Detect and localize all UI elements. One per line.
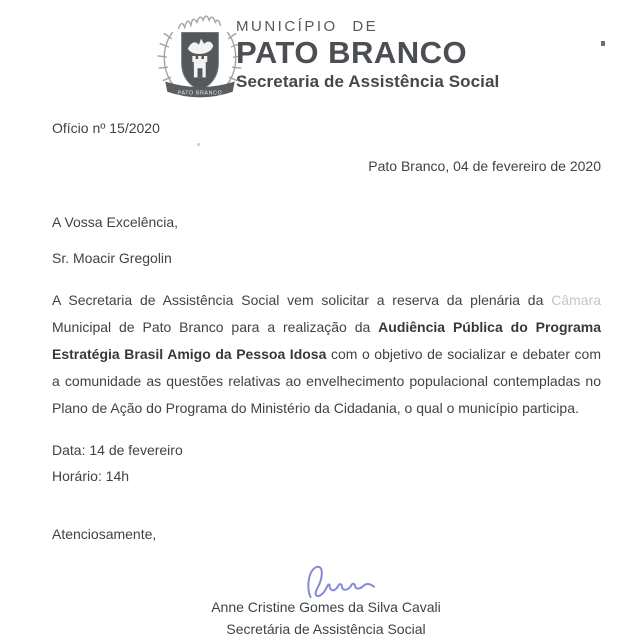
department-name: Secretaria de Assistência Social xyxy=(236,72,500,91)
closing-salutation: Atenciosamente, xyxy=(52,526,157,542)
scan-speck xyxy=(601,41,605,46)
signature-block xyxy=(42,596,610,640)
body-run-1: A Secretaria de Assistência Social vem solicitar a reserva da plenária da xyxy=(52,292,552,308)
event-time: Horário: 14h xyxy=(52,468,130,484)
signer-name: Anne Cristine Gomes da Silva Cavali xyxy=(211,599,441,615)
event-date: Data: 14 de fevereiro xyxy=(52,442,183,458)
scan-speck xyxy=(197,143,200,146)
body-paragraph xyxy=(52,287,601,422)
signer-title: Secretária de Assistência Social xyxy=(226,621,426,637)
salutation: A Vossa Excelência, xyxy=(52,214,179,230)
recipient-name: Sr. Moacir Gregolin xyxy=(52,250,172,266)
body-run-faded: Câmara xyxy=(551,292,601,308)
crest-banner-text: PATO BRANCO xyxy=(177,90,223,97)
body-run-3: com o objetivo de socializar e debater com a comunidade as questões relativas ao envelhecimento populacional contempladas no Plano de Ação do Programa do Ministério da Cidadania, o qual o município participa. xyxy=(52,346,602,416)
municipality-name: PATO BRANCO xyxy=(236,35,468,70)
municipality-label: MUNICÍPIO DE xyxy=(236,18,379,35)
letterhead xyxy=(236,18,499,92)
event-details xyxy=(52,437,183,489)
handwritten-signature-icon xyxy=(300,563,378,599)
place-date-line: Pato Branco, 04 de fevereiro de 2020 xyxy=(368,158,601,174)
body-run-2: Municipal de Pato Branco para a realização da xyxy=(52,319,379,335)
body-run-bold: Audiência Pública do Programa Estratégia Brasil Amigo da Pessoa Idosa xyxy=(52,319,601,362)
municipal-crest-icon xyxy=(154,10,246,106)
oficio-reference: Ofício nº 15/2020 xyxy=(52,120,160,136)
